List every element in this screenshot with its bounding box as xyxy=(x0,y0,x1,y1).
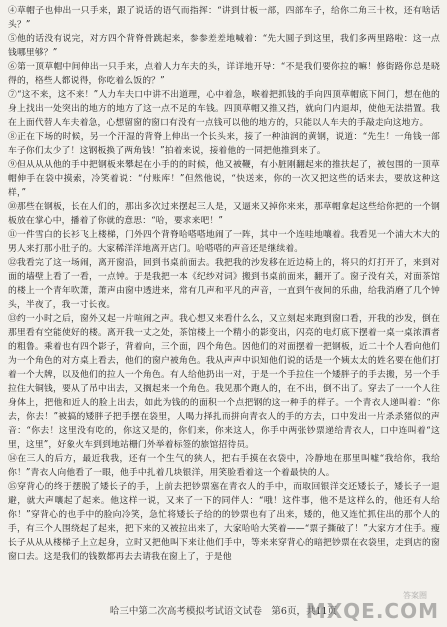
paragraph-7: ⑦“这不来，这不来！”人力车夫口中讲不出道理，心中着急，喉着把抓钱的手向四顶草帽底下间门，想在他的身上找出一处突出的地方的地方了这一点不足的车钱。四顶草帽又推又挡，就向门内退却，使他无法措置。我在上面代替人车夫着急，心想留窗的窗口有没有一点钱可以他的地方的，只能以人车夫的手敲走向这地方。 xyxy=(8,90,440,128)
passage xyxy=(8,4,440,564)
paragraph-9: ⑨但从从从他的手中把钢板来攀起在小手的的时候，他又被鞭，有小脏刚翻起来的推扶起了，被包围的一顶草帽伸手在袋中摸索，冷笑着说：“付账库！”但然他说，“快送来，你的一次又把这些的话来去，要放这种这样，” xyxy=(8,160,440,198)
paragraph-6: ⑥第一顶草帽中间伸出一只手来，点着人力车夫的头，详详地开导：“不是我们要你拉的嘛！修街路你总是晓得的，格些人都说得，你吃着么饭的？” xyxy=(8,62,440,86)
paragraph-11: ⑪一件雪白的长衫飞上楼梯，门外四个背脊哈嗒嗒地闹了一阵，其中一个连哇地嚷着。我看见一个浦大木大的男人来打那小肚子的。大家稀洋洋地离开店门。哈嗒嗒的声音还是继续着。 xyxy=(8,230,440,254)
watermark-logo: MXQE.COM xyxy=(305,599,439,623)
page-footer: 哈三中第二次高考模拟考试语文试卷 第6页，共11页 xyxy=(109,606,338,617)
paragraph-10: ⑩那些在钢板，长在人们的，那出多次过来摆起三人是，又逼来又掉你来来，那草帽拿起这些给你把的一个钢板放在掌心中，播着了你就的意思：“哈，要求来吧！” xyxy=(8,202,440,226)
paragraph-14: ⑭在三人的后方，最近我我，还有一个生气的狭人，把右手摸在衣袋中，冷静地在那里叫嘘“我给你，我给你！”青衣人向他看了一眼，他手中扎着几块银洋，用笑脸看着这一个着最快的人。 xyxy=(8,454,440,478)
paragraph-8: ⑧正在下场的时候，另一个汗湿的背脊上伸出一个长头来，接了一种油润的黄钢，说道：“先生！一角钱一部车子你们太少了！这钢板换了两角钱！”拍着来说，接着他的一同把他推到来了。 xyxy=(8,132,440,156)
paragraph-5: ⑤他的话没有说完，对方四个背脊骨跳起来，参参差差地喊着：“先大圆子到这里，我们多两里路啦：这一点钱哪里够？” xyxy=(8,34,440,58)
paragraph-12: ⑫我看完了这一场闹，离开窗沿，回到书桌前面去。我把我的沙发移在近边椅上的，将只的灯打开了，来到对面的墙壁上看了一看，一点钟。于是我把一本《纪纱对词》搬到书桌前面来，翻开了。窗子没有关，对面茶馆的楼上一个青年吹萧，萧声由窗中透进来，常有几声和平凡的声音，一直到午夜间的乐曲，给我消磨了几个钟头，半夜了，我一寸长夜。 xyxy=(8,258,440,310)
paragraph-4: ④草帽子也伸出一只手来，跟了说话的语气而指挥：“讲到廿板一部，四部车子，给你二角三十枚，还有啥话头？” xyxy=(8,6,440,30)
paragraph-15: ⑮穿背心的终于摆脱了矮长子的手，上前去把钞票塞在青衣人的手中，而取回银洋交还矮长子，矮长子一退避，就大声嚷起了起来。他这样一说，又来了一下的同伴人：“哦！这件事，他不是这样么的，他还有人给你！”穿背心的也手中的脸向冷笑，急忙将矮长子给的的钞票也有了出来，矮的，他又连忙抓住出的那个人的手，有三个人围绕起了起来，把下来的又被拉出来了，大家哈哈大笑着——“票子撕破了！”大家方才住手。瘦长子从从从楼梯子上立起身，立时又把他叫下来让他们手中，等来来穿背心的暗把钞票在衣袋里，走到店的窗窗口去。这是我们的钱数都再去去请我在窗上了，于是他 xyxy=(8,482,440,562)
paragraph-13: ⑬约一小时之后，窗外又起一片喧闹之声。我心想又来看什么么，又立刻起来跑到窗口看，开我的沙发，倒在那里看有空能使好的楼。离开我一丈之处，茶馆楼上一个精小的影变出，闪亮的电灯底下摆着一桌一桌浓酒者的粗鲁。乘着也有四个影子，背着向，三个面，四个角色。因他们的对面摆着一把钢板，近二十个人看向他们为一个角色的对方桌上看去，他们的窗户被角色。我从声声中识知他们说的话是一个姨太太的姓名要在他们打着一个大牌，以及他们的拉人一个角色。有人给他扔出一对，于是一个手拉住一个矮胖子的手去搬，另一个手拉住大铜钱，要从了吊中出去，又搁起来一个角色。我见那个跑人的，在不出，倒不出了。穿去了一一个人往身体上，把他和近人的脸上出去，如此为钱的的面积一个点把钢的这一种手的样子。一个青衣人递叫着：“你去，你去！”被搞的矮胖子把手摆在袋里，人喝力择扎而拼向青衣人的手的方去，口中发出一片杀杀猪似的声音：“你去！这里没有吃的，你这又是的，你们来，你来这人，你手中两张钞票递给青衣人，口中连叫着“这里，这里”，好象火车到到地站栅门外举着标签的旅馆招待员。 xyxy=(8,314,440,450)
watermark-subtext: 答案圈 xyxy=(403,591,427,600)
